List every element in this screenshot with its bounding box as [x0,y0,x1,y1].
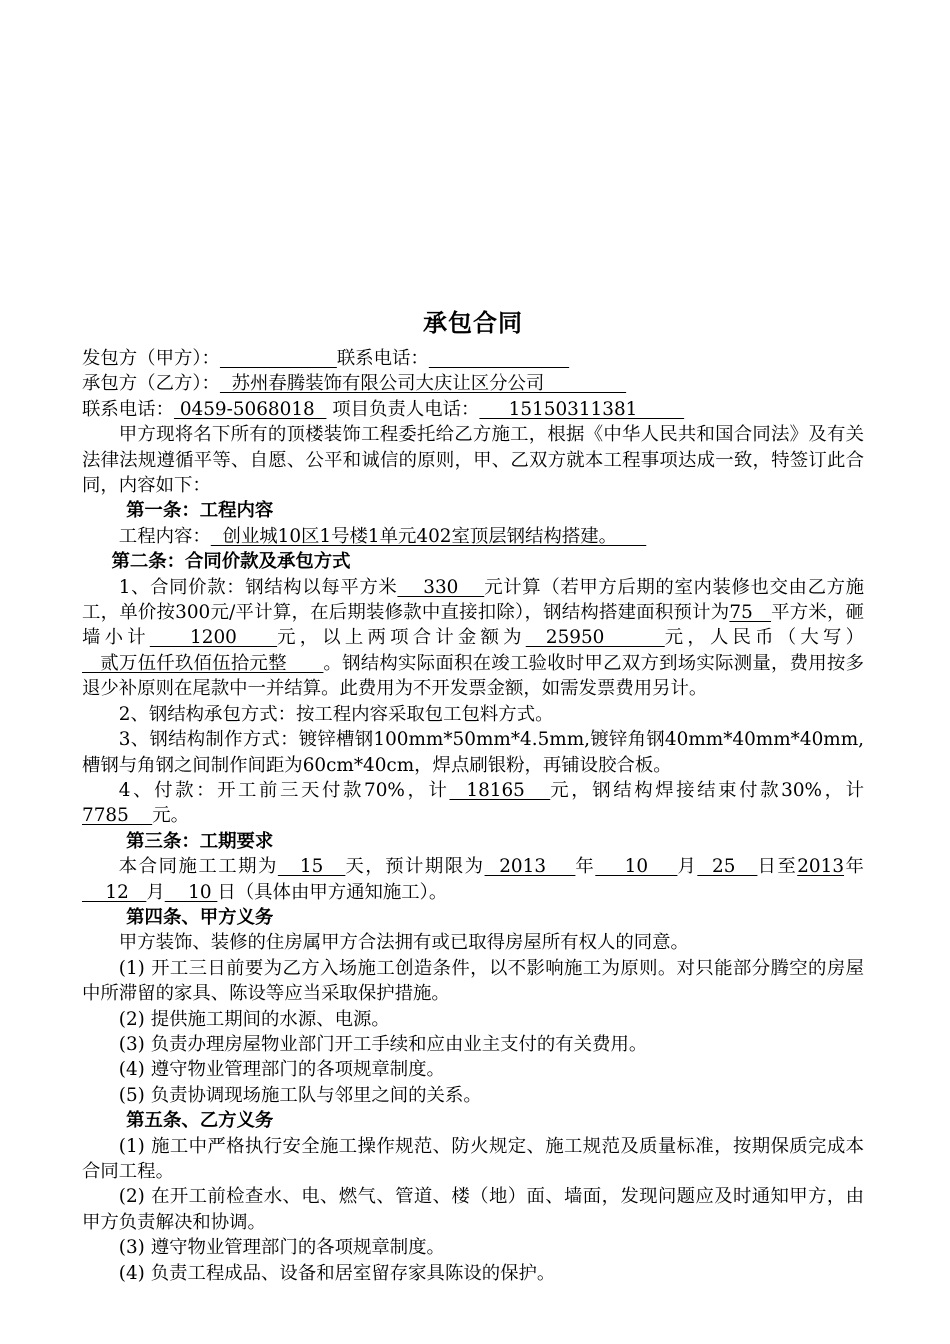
article-1-content [82,524,864,549]
work-days: 15 [277,856,346,878]
payment-text-c: 元。 [152,805,189,827]
intro-paragraph: 甲方现将名下所有的顶楼装饰工程委托给乙方施工，根据《中华人民共和国合同法》及有关法律法规遵循平等、自愿、公平和诚信的原则，甲、乙双方就本工程事项达成一致，特签订此合同，内容如下： [82,424,864,497]
article-2-price-paragraph [82,575,864,702]
party-a-name-blank [220,348,337,369]
final-payment: 7785 [82,805,153,827]
article-4-heading: 第四条、甲方义务 [126,906,274,928]
party-b-label: 承包方（乙方）： [82,373,220,395]
article-4-item: (5) 负责协调现场施工队与邻里之间的关系。 [118,1084,482,1106]
total-amount: 25950 [525,627,665,649]
article-5-heading: 第五条、乙方义务 [126,1110,274,1132]
article-2-fabrication: 3、钢结构制作方式：镀锌槽钢100mm*50mm*4.5mm,镀锌角钢40mm*40mm*40mm,槽钢与角钢之间制作间距为60cm*40cm，焊点刷银粉，再铺设胶合板。 [82,729,864,776]
end-day: 10 [164,881,218,903]
contract-document [82,300,864,1286]
price-text-f: 。钢结构实际面积在竣工验收时甲乙双方到场实际测量，费用按多退少补原则在尾款中一并结算。此费用为不开发票金额，如需发票费用另计。 [82,652,864,700]
schedule-text-a: 本合同施工工期为 [118,856,278,878]
payment-text-a: 4、付款：开工前三天付款70%，计 [118,779,450,801]
price-text-c: 平方米，砸墙小计 [82,602,864,649]
party-b-line [82,371,864,396]
party-a-phone-label: 联系电话： [336,348,429,369]
work-content-value: 创业城10区1号楼1单元402室顶层钢结构搭建。 [210,525,647,547]
month-label-2: 月 [146,881,165,903]
payment-text-b: 元，钢结构焊接结束付款30%，计 [550,779,865,801]
day-label-1: 日至 [757,856,798,878]
article-4-item: (2) 提供施工期间的水源、电源。 [118,1008,390,1030]
area-value: 75 [729,602,772,624]
article-2-heading: 第二条：合同价款及承包方式 [111,551,351,573]
price-text-d: 元，以上两项合计金额为 [277,627,526,649]
year-label-2: 年 [844,856,864,878]
party-b-phone-line [82,397,864,422]
month-label-1: 月 [677,856,698,878]
article-4-item: (4) 遵守物业管理部门的各项规章制度。 [118,1059,445,1081]
price-text-e: 元，人民币（大写） [664,627,864,649]
advance-payment: 18165 [449,779,551,801]
manager-phone: 15150311381 [479,398,685,420]
article-5-item: (4) 负责工程成品、设备和居室留存家具陈设的保护。 [118,1262,556,1284]
unit-price: 330 [397,576,485,598]
article-2-payment [82,778,864,829]
document-title: 承包合同 [423,309,523,337]
total-amount-words: 贰万伍仟玖佰伍拾元整 [82,652,324,674]
party-a-phone-blank [429,348,569,369]
article-5-item: (1) 施工中严格执行安全施工操作规范、防火规定、施工规范及质量标准，按期保质完成本合同工程。 [82,1135,864,1182]
start-year: 2013 [484,856,576,878]
end-year: 2013 [797,856,845,878]
start-month: 10 [595,856,678,878]
schedule-text-b: 天，预计期限为 [345,856,485,878]
year-label-1: 年 [575,856,596,878]
end-month: 12 [82,881,147,903]
start-day: 25 [697,856,758,878]
article-1-heading: 第一条：工程内容 [126,500,274,522]
work-content-label: 工程内容： [118,525,211,547]
article-4-intro: 甲方装饰、装修的住房属甲方合法拥有或已取得房屋所有权人的同意。 [118,932,689,954]
article-3-heading: 第三条：工期要求 [126,830,274,852]
party-a-label: 发包方（甲方）： [82,348,220,369]
wall-cost: 1200 [149,627,278,649]
manager-phone-label: 项目负责人电话： [326,398,480,420]
article-2-contract-mode: 2、钢结构承包方式：按工程内容采取包工包料方式。 [118,703,554,725]
article-3-schedule [82,854,864,905]
schedule-text-c: 日（具体由甲方通知施工）。 [217,881,448,903]
price-text-a: 1、合同价款：钢结构以每平方米 [118,576,398,598]
party-b-phone-label: 联系电话： [82,398,174,420]
party-b-name: 苏州春腾装饰有限公司大庆让区分公司 [219,373,627,395]
article-5-item: (2) 在开工前检查水、电、燃气、管道、楼（地）面、墙面，发现问题应及时通知甲方，由甲方负责解决和协调。 [82,1186,864,1233]
party-a-line [82,346,864,371]
article-4-item: (3) 负责办理房屋物业部门开工手续和应由业主支付的有关费用。 [118,1033,648,1055]
price-text-b: 元计算（若甲方后期的室内装修也交由乙方施工，单价按300元/平计算，在后期装修款中直接扣除），钢结构搭建面积预计为 [82,576,864,624]
party-b-phone: 0459-5068018 [173,398,327,420]
article-4-item: (1) 开工三日前要为乙方入场施工创造条件，以不影响施工为原则。对只能部分腾空的房屋中所滞留的家具、陈设等应当采取保护措施。 [82,957,864,1005]
article-5-item: (3) 遵守物业管理部门的各项规章制度。 [118,1237,445,1259]
